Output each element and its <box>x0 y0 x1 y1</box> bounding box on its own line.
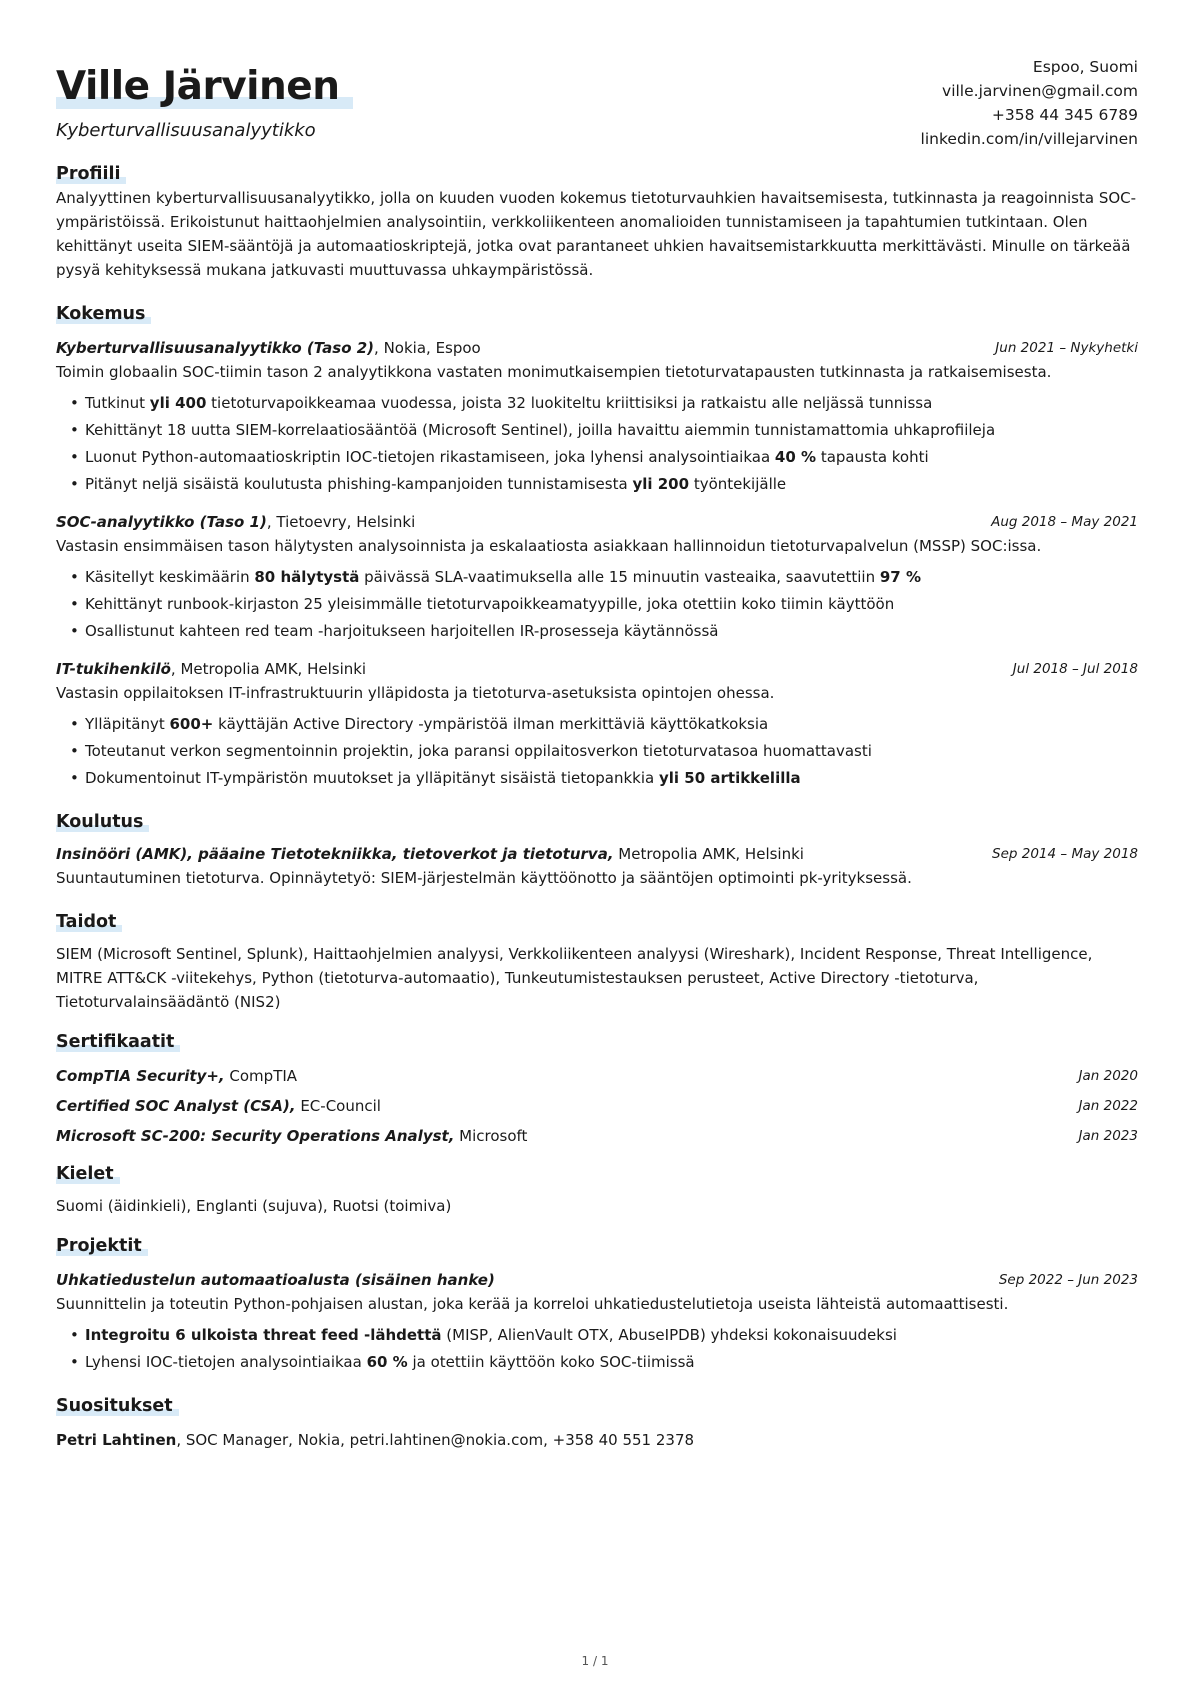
bullet-item: • Toteutanut verkon segmentoinnin projektin, joka paransi oppilaitosverkon tietoturvatasoa huomattavasti <box>85 738 1138 765</box>
job-org: , Metropolia AMK, Helsinki <box>170 660 367 678</box>
education-org: Metropolia AMK, Helsinki <box>613 845 804 863</box>
reference-name: Petri Lahtinen <box>56 1431 177 1449</box>
section-heading-references: Suositukset <box>56 1394 179 1418</box>
candidate-name: Ville Järvinen <box>56 66 353 109</box>
bullet-item: • Lyhensi IOC-tietojen analysointiaikaa 60 % ja otettiin käyttöön koko SOC-tiimissä <box>85 1349 1138 1376</box>
project-title: Uhkatiedustelun automaatioalusta (sisäinen hanke) <box>56 1271 495 1289</box>
job-bullets <box>56 564 1138 645</box>
job-date: Jul 2018 – Jul 2018 <box>1012 661 1138 677</box>
job-entry <box>56 510 1138 645</box>
job-description: Vastasin oppilaitoksen IT-infrastruktuurin ylläpidosta ja tietoturva-asetuksista opintojen ohessa. <box>56 684 775 702</box>
certification-list <box>56 1064 1138 1154</box>
project-date: Sep 2022 – Jun 2023 <box>998 1272 1138 1288</box>
bullet-item: • Ylläpitänyt 600+ käyttäjän Active Directory -ympäristöä ilman merkittäviä käyttökatkoksia <box>85 711 1138 738</box>
section-heading-languages: Kielet <box>56 1162 120 1186</box>
candidate-role: Kyberturvallisuusanalyytikko <box>56 120 316 141</box>
job-title: Kyberturvallisuusanalyytikko (Taso 2) <box>56 339 375 357</box>
job-title-row <box>56 657 1138 681</box>
bullet-item: • Tutkinut yli 400 tietoturvapoikkeamaa vuodessa, joista 32 luokiteltu kriittisiksi ja ratkaistu alle neljässä tunnissa <box>85 390 1138 417</box>
job-title: IT-tukihenkilö <box>56 660 171 678</box>
job-title-row <box>56 336 1138 360</box>
bullet-item: • Integroitu 6 ulkoista threat feed -lähdettä (MISP, AlienVault OTX, AbuseIPDB) yhdeksi kokonaisuudeksi <box>85 1322 1138 1349</box>
project-description: Suunnittelin ja toteutin Python-pohjaisen alustan, joka kerää ja korreloi uhkatiedustelutietoja useista lähteistä automaattisesti. <box>56 1295 1009 1313</box>
contact-location: Espoo, Suomi <box>1032 58 1138 76</box>
section-heading-profile: Profiili <box>56 162 126 186</box>
bullet-item: • Pitänyt neljä sisäistä koulutusta phishing-kampanjoiden tunnistamisesta yli 200 työntekijälle <box>85 471 1138 498</box>
education-date: Sep 2014 – May 2018 <box>992 846 1138 862</box>
languages-text: Suomi (äidinkieli), Englanti (sujuva), Ruotsi (toimiva) <box>56 1197 452 1215</box>
reference-details: , SOC Manager, Nokia, petri.lahtinen@nokia.com, +358 40 551 2378 <box>176 1431 695 1449</box>
certification-item: Microsoft SC-200: Security Operations Analyst, Microsoft Jan 2023 <box>56 1127 1138 1145</box>
job-description: Vastasin ensimmäisen tason hälytysten analysoinnista ja eskalaatiosta asiakkaan hallinnoidun tietoturvapalvelun (MSSP) SOC:issa. <box>56 537 1042 555</box>
skills-text: SIEM (Microsoft Sentinel, Splunk), Haittaohjelmien analyysi, Verkkoliikenteen analyysi (Wireshark), Incident Response, Threat Intelligence, MITRE ATT&CK -viitekehys, Python (tietoturva-automaatio), Tunkeutumistestauksen perusteet, Active Directory -tietoturva, Tietoturvalainsäädäntö (NIS2) <box>56 945 1093 1011</box>
job-entry <box>56 336 1138 498</box>
contact-linkedin[interactable]: linkedin.com/in/villejarvinen <box>920 130 1138 148</box>
job-org: , Nokia, Espoo <box>374 339 481 357</box>
resume-page <box>56 52 1138 1452</box>
bullet-item: • Osallistunut kahteen red team -harjoitukseen harjoitellen IR-prosesseja käytännössä <box>85 618 1138 645</box>
bullet-item: • Kehittänyt runbook-kirjaston 25 yleisimmälle tietoturvapoikkeamatyypille, joka otettiin koko tiimin käyttöön <box>85 591 1138 618</box>
job-date: Aug 2018 – May 2021 <box>991 514 1138 530</box>
certification-item: Certified SOC Analyst (CSA), EC-Council Jan 2022 <box>56 1097 1138 1115</box>
job-title: SOC-analyytikko (Taso 1) <box>56 513 267 531</box>
bullet-item: • Dokumentoinut IT-ympäristön muutokset ja ylläpitänyt sisäistä tietopankkia yli 50 artikkelilla <box>85 765 1138 792</box>
education-description: Suuntautuminen tietoturva. Opinnäytetyö: SIEM-järjestelmän käyttöönotto ja sääntöjen optimointi pk-yrityksessä. <box>56 869 912 887</box>
resume-header <box>56 52 1138 162</box>
project-entry <box>56 1268 1138 1376</box>
degree-title: Insinööri (AMK), pääaine Tietotekniikka, tietoverkot ja tietoturva, <box>56 845 614 863</box>
project-title-row <box>56 1268 1138 1292</box>
job-bullets <box>56 390 1138 498</box>
section-heading-certifications: Sertifikaatit <box>56 1030 180 1054</box>
project-bullets <box>56 1322 1138 1376</box>
section-heading-education: Koulutus <box>56 810 149 834</box>
bullet-item: • Käsitellyt keskimäärin 80 hälytystä päivässä SLA-vaatimuksella alle 15 minuutin vasteaika, saavutettiin 97 % <box>85 564 1138 591</box>
section-heading-skills: Taidot <box>56 910 122 934</box>
job-title-row <box>56 510 1138 534</box>
job-description: Toimin globaalin SOC-tiimin tason 2 analyytikkona vastaten monimutkaisempien tietoturvatapausten tutkinnasta ja ratkaisemisesta. <box>56 363 1052 381</box>
certification-item: CompTIA Security+, CompTIA Jan 2020 <box>56 1067 1138 1085</box>
reference-entry <box>56 1428 1138 1452</box>
job-bullets <box>56 711 1138 792</box>
profile-text: Analyyttinen kyberturvallisuusanalyytikko, jolla on kuuden vuoden kokemus tietoturvauhkien havaitsemisesta, tutkinnasta ja reagoinnista SOC-ympäristöissä. Erikoistunut haittaohjelmien analysointiin, verkkoliikenteen anomalioiden tunnistamiseen ja tapahtumien tutkintaan. Olen kehittänyt useita SIEM-sääntöjä ja automaatioskriptejä, jotka ovat parantaneet uhkien havaitsemistarkkuutta merkittävästi. Minulle on tärkeää pysyä kehityksessä mukana jatkuvasti muuttuvassa uhkaympäristössä. <box>56 189 1137 279</box>
job-entry <box>56 657 1138 792</box>
bullet-item: • Kehittänyt 18 uutta SIEM-korrelaatiosääntöä (Microsoft Sentinel), joilla havaittu aiemmin tunnistamattomia uhkaprofiileja <box>85 417 1138 444</box>
job-org: , Tietoevry, Helsinki <box>266 513 416 531</box>
contact-block <box>921 55 1138 151</box>
contact-email[interactable]: ville.jarvinen@gmail.com <box>942 82 1138 100</box>
education-title-row <box>56 842 1138 866</box>
section-heading-experience: Kokemus <box>56 302 151 326</box>
job-date: Jun 2021 – Nykyhetki <box>995 340 1138 356</box>
section-heading-projects: Projektit <box>56 1234 148 1258</box>
contact-phone[interactable]: +358 44 345 6789 <box>991 106 1138 124</box>
page-number: 1 / 1 <box>581 1654 609 1668</box>
bullet-item: • Luonut Python-automaatioskriptin IOC-tietojen rikastamiseen, joka lyhensi analysointiaikaa 40 % tapausta kohti <box>85 444 1138 471</box>
